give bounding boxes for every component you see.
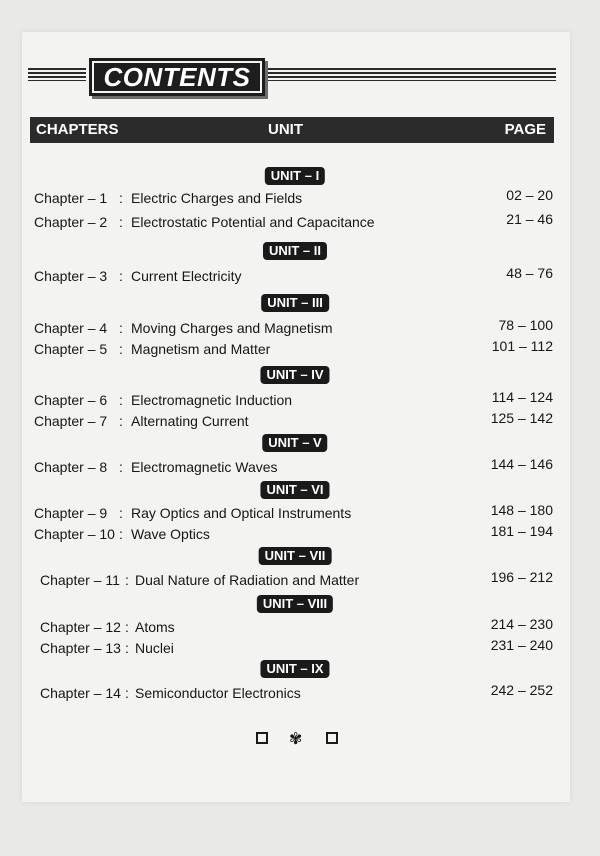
title-rule-left xyxy=(28,68,86,81)
chapter-number: Chapter – 2 xyxy=(34,214,108,230)
chapter-number: Chapter – 14 xyxy=(40,685,121,701)
chapter-title: Atoms xyxy=(135,619,175,635)
chapter-title: Electromagnetic Induction xyxy=(131,392,293,408)
chapter-pages: 196 – 212 xyxy=(490,569,553,585)
chapter-pages: 231 – 240 xyxy=(490,637,553,653)
header-page: PAGE xyxy=(504,121,546,138)
chapter-number: Chapter – 11 xyxy=(40,572,120,588)
header-unit: UNIT xyxy=(268,121,303,138)
footer-ornament xyxy=(256,731,268,747)
chapter-number: Chapter – 3 xyxy=(34,268,108,284)
chapter-title: Nuclei xyxy=(135,640,174,656)
header-chapters: CHAPTERS xyxy=(36,121,119,138)
table-header xyxy=(30,117,554,143)
chapter-number: Chapter – 5 xyxy=(34,341,108,357)
unit-badge: UNIT – II xyxy=(263,242,327,260)
chapter-pages: 101 – 112 xyxy=(491,338,553,354)
flower-icon: ✾ xyxy=(289,731,303,748)
chapter-number: Chapter – 7 xyxy=(34,413,108,429)
chapter-title: Semiconductor Electronics xyxy=(135,685,301,701)
chapter-number: Chapter – 6 xyxy=(34,392,108,408)
unit-badge: UNIT – I xyxy=(265,167,325,185)
chapter-pages: 181 – 194 xyxy=(490,523,553,539)
unit-badge: UNIT – V xyxy=(262,434,327,452)
chapter-pages: 214 – 230 xyxy=(490,616,553,632)
chapter-number: Chapter – 9 xyxy=(34,505,108,521)
chapter-pages: 148 – 180 xyxy=(490,502,553,518)
chapter-separator: : xyxy=(119,459,123,475)
chapter-separator: : xyxy=(119,526,123,542)
unit-badge: UNIT – IV xyxy=(260,366,329,384)
chapter-pages: 125 – 142 xyxy=(490,410,553,426)
chapter-title: Current Electricity xyxy=(131,268,242,284)
chapter-title: Electric Charges and Fields xyxy=(131,190,303,206)
chapter-title: Ray Optics and Optical Instruments xyxy=(131,505,352,521)
unit-badge: UNIT – VII xyxy=(259,547,332,565)
footer-ornament-center xyxy=(289,729,302,749)
chapter-pages: 144 – 146 xyxy=(490,456,553,472)
chapter-pages: 114 – 124 xyxy=(491,389,553,405)
chapter-title: Wave Optics xyxy=(131,526,210,542)
unit-badge: UNIT – III xyxy=(261,294,329,312)
chapter-title: Dual Nature of Radiation and Matter xyxy=(135,572,360,588)
chapter-separator: : xyxy=(119,268,123,284)
chapter-pages: 02 – 20 xyxy=(506,187,553,203)
chapter-number: Chapter – 13 xyxy=(40,640,121,656)
chapter-pages: 48 – 76 xyxy=(506,265,553,281)
chapter-separator: : xyxy=(119,320,123,336)
chapter-separator: : xyxy=(125,685,129,701)
chapter-pages: 78 – 100 xyxy=(498,317,553,333)
chapter-separator: : xyxy=(119,505,123,521)
unit-badge: UNIT – VIII xyxy=(257,595,333,613)
unit-badge: UNIT – VI xyxy=(260,481,329,499)
chapter-separator: : xyxy=(119,413,123,429)
chapter-number: Chapter – 4 xyxy=(34,320,108,336)
chapter-title: Electrostatic Potential and Capacitance xyxy=(131,214,375,230)
contents-title: CONTENTS xyxy=(89,58,265,96)
chapter-pages: 242 – 252 xyxy=(490,682,553,698)
square-icon xyxy=(256,732,268,744)
chapter-title: Magnetism and Matter xyxy=(131,341,271,357)
chapter-separator: : xyxy=(119,214,123,230)
chapter-separator: : xyxy=(119,190,123,206)
chapter-separator: : xyxy=(125,640,129,656)
chapter-number: Chapter – 8 xyxy=(34,459,108,475)
chapter-title: Moving Charges and Magnetism xyxy=(131,320,333,336)
footer-ornament-right xyxy=(326,731,338,747)
chapter-separator: : xyxy=(125,572,129,588)
chapter-title: Alternating Current xyxy=(131,413,249,429)
chapter-pages: 21 – 46 xyxy=(506,211,553,227)
chapter-separator: : xyxy=(119,392,123,408)
title-rule-right xyxy=(266,68,556,81)
square-icon xyxy=(326,732,338,744)
chapter-number: Chapter – 1 xyxy=(34,190,108,206)
chapter-number: Chapter – 10 xyxy=(34,526,115,542)
unit-badge: UNIT – IX xyxy=(260,660,329,678)
chapter-separator: : xyxy=(119,341,123,357)
chapter-title: Electromagnetic Waves xyxy=(131,459,278,475)
chapter-separator: : xyxy=(125,619,129,635)
chapter-number: Chapter – 12 xyxy=(40,619,121,635)
